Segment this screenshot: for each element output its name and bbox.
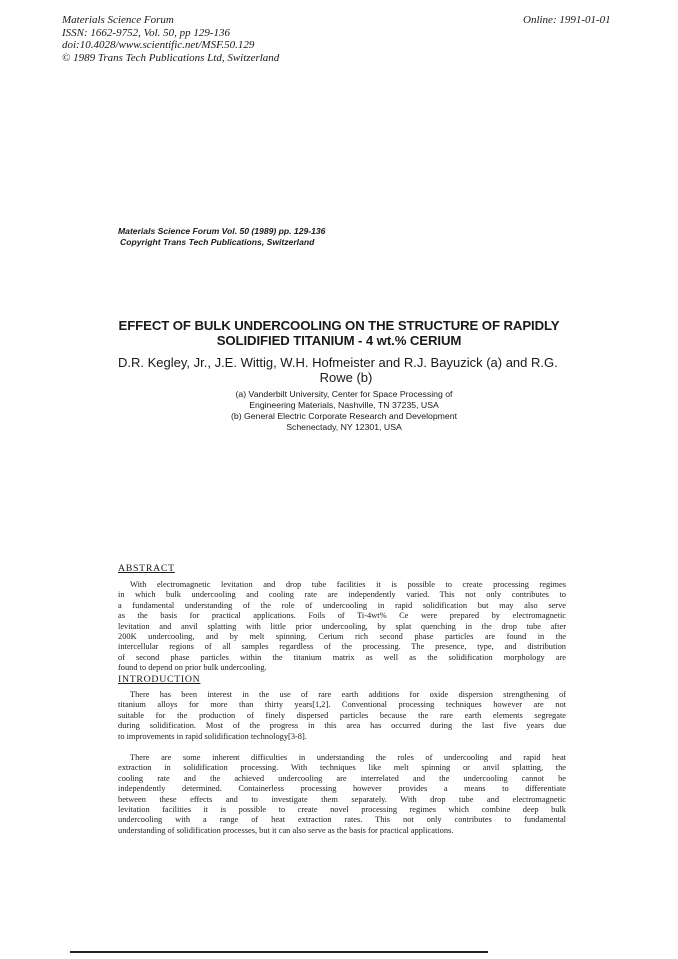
introduction-paragraph-1 — [118, 690, 566, 742]
affiliation-line: (b) General Electric Corporate Research and Development — [231, 411, 457, 421]
abstract-line: in which bulk undercooling and cooling rate are independently varied. This not only contributes to — [118, 590, 566, 600]
intro-line: independently determined. Containerless processing however provides a means to differentiate — [118, 784, 566, 794]
abstract-body — [118, 580, 566, 674]
online-date: Online: 1991-01-01 — [523, 14, 611, 26]
authors-line-2: Rowe (b) — [319, 370, 373, 385]
affiliation-line: Engineering Materials, Nashville, TN 37235, USA — [249, 400, 439, 410]
journal-header — [62, 14, 279, 64]
copyright-line: © 1989 Trans Tech Publications Ltd, Switzerland — [62, 51, 280, 64]
intro-line: There are some inherent difficulties in understanding the roles of undercooling and rapid heat — [130, 753, 566, 762]
intro-line: There has been interest in the use of rare earth additions for oxide dispersion strengthening of — [130, 690, 566, 699]
intro-line: during solidification. Most of the progress in this area has occurred during the last five years due — [118, 721, 566, 731]
intro-line: between these effects and to investigate them separately. With drop tube and electromagnetic — [118, 794, 566, 804]
affiliation-line: Schenectady, NY 12301, USA — [286, 422, 402, 432]
abstract-line: With electromagnetic levitation and drop tube facilities it is possible to create processing regimes — [130, 580, 566, 589]
paper-title — [100, 318, 578, 348]
issn-line: ISSN: 1662-9752, Vol. 50, pp 129-136 — [62, 26, 231, 39]
affiliations — [170, 389, 518, 433]
abstract-line: a fundamental understanding of the role of undercooling in rapid solidification but may also serve — [118, 600, 566, 610]
citation-block — [118, 226, 325, 248]
intro-line: to improvements in rapid solidification technology[3-8]. — [118, 731, 307, 741]
abstract-line: 200K undercooling, and by melt spinning. Cerium rich second phase particles are found in the — [118, 632, 566, 642]
journal-name: Materials Science Forum — [62, 14, 174, 26]
intro-line: titanium alloys for more than thirty years[1,2]. Conventional processing techniques however are not — [118, 700, 566, 710]
title-line-1: EFFECT OF BULK UNDERCOOLING ON THE STRUCTURE OF RAPIDLY — [118, 318, 560, 333]
affiliation-line: (a) Vanderbilt University, Center for Space Processing of — [235, 389, 453, 399]
intro-line: suitable for the production of finely dispersed particles because the rare earth elements segregate — [118, 710, 566, 720]
doi-line: doi:10.4028/www.scientific.net/MSF.50.129 — [62, 39, 255, 51]
author-list — [118, 355, 564, 385]
abstract-heading: ABSTRACT — [118, 563, 175, 574]
authors-line-1: D.R. Kegley, Jr., J.E. Wittig, W.H. Hofmeister and R.J. Bayuzick (a) and R.G. — [118, 355, 558, 370]
footer-rule — [70, 951, 488, 953]
intro-line: undercooling with a range of heat extraction rates. This not only contributes to fundamental — [118, 815, 566, 825]
abstract-line: as the basis for practical applications. Foils of Ti-4wt% Ce were prepared by electromagnetic — [118, 611, 566, 621]
introduction-heading: INTRODUCTION — [118, 674, 201, 685]
intro-line: understanding of solidification processes, but it can also serve as the basis for practical applications. — [118, 825, 454, 835]
introduction-paragraph-2 — [118, 753, 566, 836]
abstract-line: levitation and anvil splatting with little prior undercooling, by splat quenching in the drop tube after — [118, 621, 566, 631]
abstract-line: intercellular regions of all samples regardless of the processing. The presence, type, and distribution — [118, 642, 566, 652]
intro-line: levitation facilities it is possible to create novel processing regimes which combine deep bulk — [118, 805, 566, 815]
intro-line: extraction in solidification processing. With techniques like melt spinning or anvil splatting, the — [118, 763, 566, 773]
citation-line-2: Copyright Trans Tech Publications, Switzerland — [120, 237, 315, 247]
citation-line-1: Materials Science Forum Vol. 50 (1989) pp. 129-136 — [118, 226, 326, 236]
title-line-2: SOLIDIFIED TITANIUM - 4 wt.% CERIUM — [216, 333, 462, 348]
abstract-line: found to depend on prior bulk undercooling. — [118, 663, 267, 673]
abstract-line: of second phase particles within the titanium matrix as well as the solidification morphology are — [118, 652, 566, 662]
intro-line: cooling rate and the achieved undercooling are interrelated and the undercooling cannot be — [118, 773, 566, 783]
